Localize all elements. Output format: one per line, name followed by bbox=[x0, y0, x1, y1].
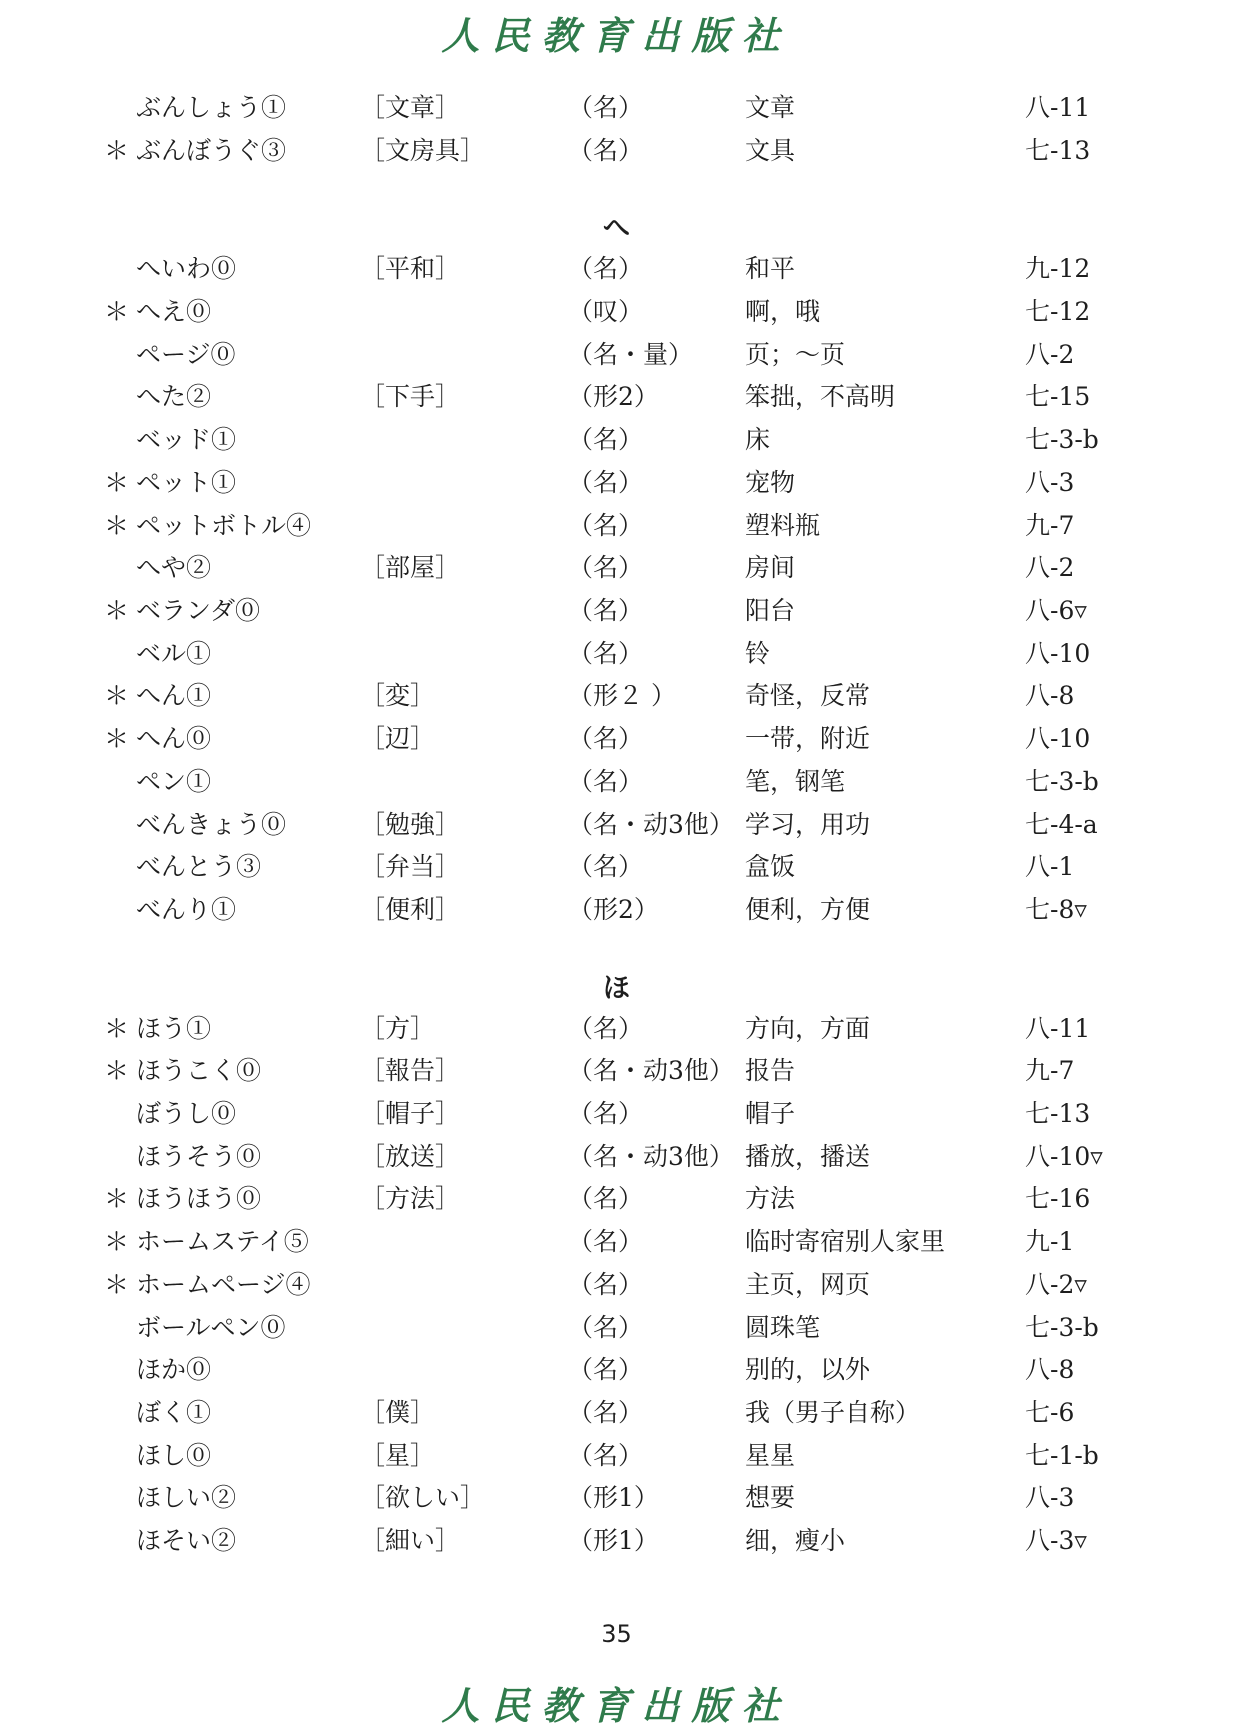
entry-kana: へいわ⓪ bbox=[136, 254, 237, 283]
entry-lesson: 七-1-b bbox=[1025, 1441, 1099, 1470]
entry-part-of-speech: （叹） bbox=[568, 297, 644, 326]
entry-lesson: 七-3-b bbox=[1025, 767, 1099, 796]
entry-meaning: 床 bbox=[745, 425, 771, 454]
glossary-entry bbox=[0, 131, 1233, 171]
entry-kanji: ［報告］ bbox=[360, 1056, 461, 1085]
glossary-entry bbox=[0, 1009, 1233, 1049]
entry-kana: ぼく① bbox=[136, 1398, 212, 1427]
glossary-entry bbox=[0, 805, 1233, 845]
entry-part-of-speech: （名） bbox=[568, 1355, 644, 1384]
entry-meaning: 学习，用功 bbox=[745, 810, 871, 839]
entry-kana: ほしい② bbox=[136, 1483, 237, 1512]
section-heading: ほ bbox=[603, 973, 630, 1004]
entry-kanji: ［方］ bbox=[360, 1014, 436, 1043]
entry-part-of-speech: （名） bbox=[568, 511, 644, 540]
entry-kanji: ［便利］ bbox=[360, 895, 461, 924]
glossary-entry bbox=[0, 634, 1233, 674]
entry-kana: ぶんぼうぐ③ bbox=[136, 136, 287, 165]
glossary-entry bbox=[0, 506, 1233, 546]
entry-lesson: 八-3▿ bbox=[1025, 1526, 1087, 1555]
entry-lesson: 八-10▿ bbox=[1025, 1142, 1103, 1171]
entry-kana: ベッド① bbox=[136, 425, 237, 454]
entry-meaning: 奇怪，反常 bbox=[745, 681, 871, 710]
entry-kanji: ［勉強］ bbox=[360, 810, 461, 839]
entry-part-of-speech: （名） bbox=[568, 852, 644, 881]
entry-lesson: 九-1 bbox=[1025, 1227, 1075, 1256]
entry-kana: ベル① bbox=[136, 639, 212, 668]
entry-kanji: ［星］ bbox=[360, 1441, 436, 1470]
entry-meaning: 我（男子自称） bbox=[745, 1398, 921, 1427]
glossary-entry bbox=[0, 1051, 1233, 1091]
glossary-entry bbox=[0, 1393, 1233, 1433]
entry-part-of-speech: （名） bbox=[568, 1099, 644, 1128]
entry-part-of-speech: （名） bbox=[568, 93, 644, 122]
entry-meaning: 文具 bbox=[745, 136, 796, 165]
entry-lesson: 八-11 bbox=[1025, 1014, 1091, 1043]
entry-part-of-speech: （名） bbox=[568, 1441, 644, 1470]
glossary-entry bbox=[0, 1265, 1233, 1305]
entry-part-of-speech: （名・量） bbox=[568, 340, 694, 369]
glossary-entry bbox=[0, 762, 1233, 802]
entry-star-mark: ＊ bbox=[104, 596, 130, 625]
entry-lesson: 八-2 bbox=[1025, 340, 1075, 369]
entry-kana: へえ⓪ bbox=[136, 297, 212, 326]
entry-kanji: ［文章］ bbox=[360, 93, 461, 122]
glossary-entry bbox=[0, 719, 1233, 759]
glossary-entry bbox=[0, 890, 1233, 930]
entry-part-of-speech: （名・动3他） bbox=[568, 1056, 734, 1085]
entry-kanji: ［下手］ bbox=[360, 382, 461, 411]
entry-kana: ほうこく⓪ bbox=[136, 1056, 262, 1085]
entry-meaning: 啊，哦 bbox=[745, 297, 821, 326]
entry-kana: ペットボトル④ bbox=[136, 511, 312, 540]
entry-part-of-speech: （名・动3他） bbox=[568, 810, 734, 839]
entry-kana: ほう① bbox=[136, 1014, 212, 1043]
entry-kana: ぼうし⓪ bbox=[136, 1099, 237, 1128]
entry-star-mark: ＊ bbox=[104, 1184, 130, 1213]
entry-meaning: 塑料瓶 bbox=[745, 511, 821, 540]
glossary-entry bbox=[0, 1179, 1233, 1219]
entry-meaning: 笨拙，不高明 bbox=[745, 382, 896, 411]
glossary-entry bbox=[0, 1137, 1233, 1177]
glossary-entry bbox=[0, 377, 1233, 417]
entry-lesson: 八-2▿ bbox=[1025, 1270, 1087, 1299]
entry-part-of-speech: （形2） bbox=[568, 382, 659, 411]
entry-kana: ぶんしょう① bbox=[136, 93, 287, 122]
entry-kanji: ［弁当］ bbox=[360, 852, 461, 881]
glossary-entry bbox=[0, 1436, 1233, 1476]
entry-lesson: 九-12 bbox=[1025, 254, 1091, 283]
entry-star-mark: ＊ bbox=[104, 1014, 130, 1043]
entry-kana: へん⓪ bbox=[136, 724, 212, 753]
entry-kanji: ［辺］ bbox=[360, 724, 436, 753]
entry-meaning: 想要 bbox=[745, 1483, 796, 1512]
glossary-entry bbox=[0, 335, 1233, 375]
entry-lesson: 八-10 bbox=[1025, 639, 1091, 668]
entry-lesson: 八-6▿ bbox=[1025, 596, 1087, 625]
entry-meaning: 铃 bbox=[745, 639, 771, 668]
entry-kana: ほそい② bbox=[136, 1526, 237, 1555]
entry-kanji: ［文房具］ bbox=[360, 136, 486, 165]
publisher-logo-footer: 人民教育出版社 bbox=[441, 1683, 792, 1728]
entry-lesson: 八-2 bbox=[1025, 553, 1075, 582]
entry-star-mark: ＊ bbox=[104, 1270, 130, 1299]
entry-kana: ほうそう⓪ bbox=[136, 1142, 262, 1171]
entry-kana: ほし⓪ bbox=[136, 1441, 212, 1470]
entry-meaning: 方法 bbox=[745, 1184, 796, 1213]
entry-kanji: ［細い］ bbox=[360, 1526, 461, 1555]
entry-meaning: 星星 bbox=[745, 1441, 796, 1470]
entry-meaning: 便利，方便 bbox=[745, 895, 871, 924]
glossary-entry bbox=[0, 1094, 1233, 1134]
entry-kanji: ［部屋］ bbox=[360, 553, 461, 582]
entry-part-of-speech: （名） bbox=[568, 639, 644, 668]
entry-kanji: ［欲しい］ bbox=[360, 1483, 486, 1512]
glossary-entry bbox=[0, 1478, 1233, 1518]
entry-meaning: 播放，播送 bbox=[745, 1142, 871, 1171]
entry-lesson: 八-10 bbox=[1025, 724, 1091, 753]
entry-kanji: ［僕］ bbox=[360, 1398, 436, 1427]
glossary-entry bbox=[0, 548, 1233, 588]
entry-lesson: 七-6 bbox=[1025, 1398, 1075, 1427]
entry-kanji: ［方法］ bbox=[360, 1184, 461, 1213]
entry-kana: ホームページ④ bbox=[136, 1270, 311, 1299]
entry-kana: べんきょう⓪ bbox=[136, 810, 287, 839]
entry-kanji: ［平和］ bbox=[360, 254, 461, 283]
entry-meaning: 文章 bbox=[745, 93, 796, 122]
entry-part-of-speech: （名） bbox=[568, 596, 644, 625]
glossary-entry bbox=[0, 1222, 1233, 1262]
entry-part-of-speech: （名） bbox=[568, 1184, 644, 1213]
entry-lesson: 八-1 bbox=[1025, 852, 1075, 881]
entry-star-mark: ＊ bbox=[104, 297, 130, 326]
entry-meaning: 别的，以外 bbox=[745, 1355, 871, 1384]
entry-meaning: 帽子 bbox=[745, 1099, 796, 1128]
entry-part-of-speech: （名） bbox=[568, 1398, 644, 1427]
entry-star-mark: ＊ bbox=[104, 1227, 130, 1256]
glossary-entry bbox=[0, 420, 1233, 460]
entry-part-of-speech: （名） bbox=[568, 1313, 644, 1342]
entry-meaning: 房间 bbox=[745, 553, 796, 582]
entry-kana: へや② bbox=[136, 553, 212, 582]
glossary-entry bbox=[0, 1350, 1233, 1390]
entry-part-of-speech: （名） bbox=[568, 425, 644, 454]
entry-kana: ほか⓪ bbox=[136, 1355, 212, 1384]
glossary-entry bbox=[0, 847, 1233, 887]
entry-kana: へた② bbox=[136, 382, 212, 411]
entry-lesson: 八-3 bbox=[1025, 468, 1075, 497]
glossary-entry bbox=[0, 1308, 1233, 1348]
entry-part-of-speech: （名） bbox=[568, 1227, 644, 1256]
entry-kana: ボールペン⓪ bbox=[136, 1313, 286, 1342]
entry-meaning: 报告 bbox=[745, 1056, 796, 1085]
glossary-entry bbox=[0, 292, 1233, 332]
glossary-entry bbox=[0, 88, 1233, 128]
entry-lesson: 七-8▿ bbox=[1025, 895, 1087, 924]
entry-lesson: 九-7 bbox=[1025, 511, 1075, 540]
entry-part-of-speech: （名） bbox=[568, 1014, 644, 1043]
entry-lesson: 八-11 bbox=[1025, 93, 1091, 122]
entry-kanji: ［変］ bbox=[360, 681, 436, 710]
entry-lesson: 七-3-b bbox=[1025, 425, 1099, 454]
entry-part-of-speech: （名） bbox=[568, 724, 644, 753]
entry-star-mark: ＊ bbox=[104, 1056, 130, 1085]
entry-meaning: 笔，钢笔 bbox=[745, 767, 846, 796]
entry-lesson: 八-8 bbox=[1025, 1355, 1075, 1384]
entry-meaning: 临时寄宿别人家里 bbox=[745, 1227, 946, 1256]
entry-meaning: 页；～页 bbox=[745, 340, 846, 369]
entry-kana: ペット① bbox=[136, 468, 237, 497]
entry-lesson: 七-12 bbox=[1025, 297, 1091, 326]
entry-part-of-speech: （名・动3他） bbox=[568, 1142, 734, 1171]
entry-meaning: 阳台 bbox=[745, 596, 796, 625]
entry-meaning: 主页，网页 bbox=[745, 1270, 871, 1299]
entry-part-of-speech: （名） bbox=[568, 136, 644, 165]
entry-lesson: 七-13 bbox=[1025, 136, 1091, 165]
entry-part-of-speech: （名） bbox=[568, 468, 644, 497]
entry-kana: ページ⓪ bbox=[136, 340, 236, 369]
entry-star-mark: ＊ bbox=[104, 468, 130, 497]
entry-meaning: 细，瘦小 bbox=[745, 1526, 846, 1555]
entry-part-of-speech: （名） bbox=[568, 767, 644, 796]
entry-meaning: 和平 bbox=[745, 254, 796, 283]
glossary-entry bbox=[0, 463, 1233, 503]
entry-lesson: 七-13 bbox=[1025, 1099, 1091, 1128]
glossary-entry bbox=[0, 591, 1233, 631]
glossary-entry bbox=[0, 1521, 1233, 1561]
entry-kana: べんとう③ bbox=[136, 852, 262, 881]
entry-lesson: 七-15 bbox=[1025, 382, 1091, 411]
entry-lesson: 八-3 bbox=[1025, 1483, 1075, 1512]
entry-kana: ベランダ⓪ bbox=[136, 596, 261, 625]
entry-lesson: 七-4-a bbox=[1025, 810, 1098, 839]
entry-part-of-speech: （名） bbox=[568, 1270, 644, 1299]
entry-star-mark: ＊ bbox=[104, 136, 130, 165]
entry-part-of-speech: （形1） bbox=[568, 1483, 659, 1512]
entry-lesson: 八-8 bbox=[1025, 681, 1075, 710]
glossary-entry bbox=[0, 676, 1233, 716]
entry-kana: ペン① bbox=[136, 767, 212, 796]
entry-meaning: 盒饭 bbox=[745, 852, 796, 881]
entry-meaning: 方向，方面 bbox=[745, 1014, 871, 1043]
section-heading: へ bbox=[603, 213, 630, 244]
entry-lesson: 七-16 bbox=[1025, 1184, 1091, 1213]
entry-kanji: ［帽子］ bbox=[360, 1099, 461, 1128]
entry-kana: べんり① bbox=[136, 895, 237, 924]
entry-kana: ほうほう⓪ bbox=[136, 1184, 262, 1213]
glossary-entry bbox=[0, 249, 1233, 289]
entry-part-of-speech: （形２ ） bbox=[568, 681, 676, 710]
entry-kana: ホームステイ⑤ bbox=[136, 1227, 309, 1256]
entry-part-of-speech: （名） bbox=[568, 553, 644, 582]
page-number: 35 bbox=[601, 1620, 632, 1648]
entry-meaning: 圆珠笔 bbox=[745, 1313, 821, 1342]
entry-lesson: 九-7 bbox=[1025, 1056, 1075, 1085]
entry-part-of-speech: （形1） bbox=[568, 1526, 659, 1555]
publisher-logo-header: 人民教育出版社 bbox=[441, 13, 792, 58]
entry-star-mark: ＊ bbox=[104, 511, 130, 540]
entry-meaning: 一带，附近 bbox=[745, 724, 871, 753]
entry-lesson: 七-3-b bbox=[1025, 1313, 1099, 1342]
entry-kana: へん① bbox=[136, 681, 212, 710]
entry-star-mark: ＊ bbox=[104, 681, 130, 710]
entry-part-of-speech: （名） bbox=[568, 254, 644, 283]
entry-kanji: ［放送］ bbox=[360, 1142, 461, 1171]
entry-part-of-speech: （形2） bbox=[568, 895, 659, 924]
entry-meaning: 宠物 bbox=[745, 468, 796, 497]
entry-star-mark: ＊ bbox=[104, 724, 130, 753]
